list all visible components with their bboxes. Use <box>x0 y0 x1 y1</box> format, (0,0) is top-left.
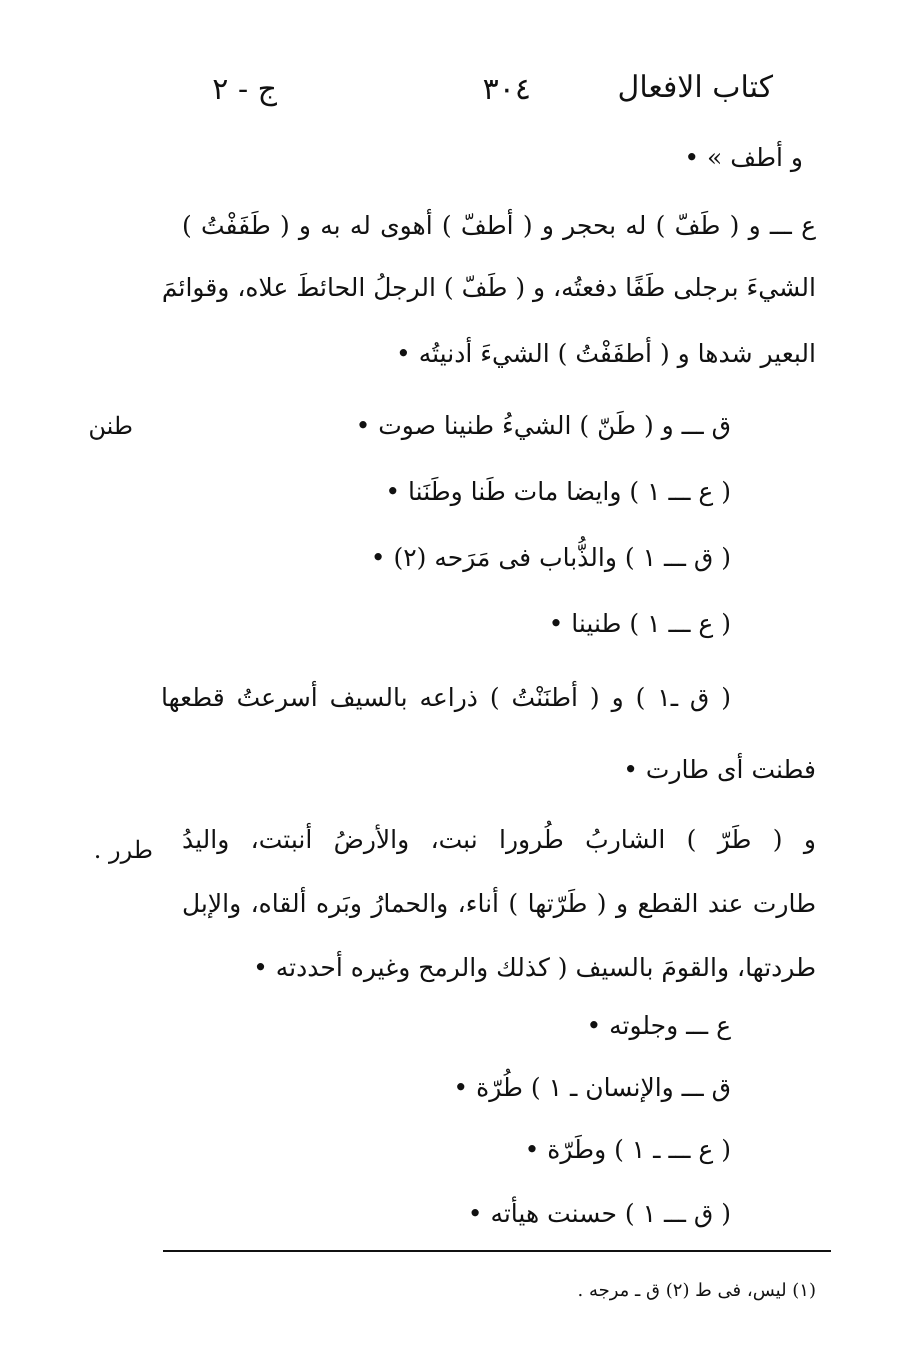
text-line: طردتها، والقومَ بالسيف ( كذلك والرمح وغيره أحددته • <box>253 953 816 982</box>
page-number: ٣٠٤ <box>482 72 531 107</box>
text-line: و ( طَرّ ) الشاربُ طُرورا نبت، والأرضُ أنبتت، واليدُ <box>182 825 816 854</box>
text-line: ع ـــ وجلوته • <box>586 1011 731 1040</box>
text-line: الشيءَ برجلى طَفًا دفعتُه، و ( طَفّ ) الرجلُ الحائطَ علاه، وقوائمَ <box>161 273 816 302</box>
footnote: (١) ليس، فى ط (٢) ق ـ مرجه . <box>577 1280 816 1301</box>
text-line: ( ع ـــ ١ ) وايضا مات طَنا وطَنَنا • <box>385 477 731 506</box>
text-line: البعير شدها و ( أطفَفْتُ ) الشيءَ أدنيتُه • <box>396 339 816 368</box>
volume-label: ج - ٢ <box>212 72 277 107</box>
text-line: ( ق ـــ ١ ) حسنت هيأته • <box>467 1199 731 1228</box>
book-title: كتاب الافعال <box>617 70 773 105</box>
text-line: ( ع ـــ ـ ١ ) وطَرّة • <box>524 1135 731 1164</box>
margin-root-tann: طنن <box>88 412 133 440</box>
text-line: ع ـــ و ( طَفّ ) له بحجر و ( أطفّ ) أهوى له به و ( طَفَفْتُ ) <box>182 211 816 240</box>
margin-root-tarr: طرر . <box>93 836 153 864</box>
text-line: فطنت أى طارت • <box>623 755 816 784</box>
text-line: ق ـــ والإنسان ـ ١ ) طُرّة • <box>453 1073 731 1102</box>
text-line: ق ـــ و ( طَنّ ) الشيءُ طنينا صوت • <box>355 411 731 440</box>
text-line: طارت عند القطع و ( طَرّتها ) أناء، والحمارُ وبَره ألقاه، والإبل <box>182 889 816 918</box>
text-line: ( ق ـــ ١ ) والذُّباب فى مَرَحه (٢) • <box>370 543 731 572</box>
text-line: و أطف » • <box>684 143 803 172</box>
text-line: ( ق ـ١ ) و ( أطنَنْتُ ) ذراعه بالسيف أسرعتُ قطعها <box>161 683 731 712</box>
footnote-divider <box>163 1250 831 1252</box>
text-line: ( ع ـــ ١ ) طنينا • <box>548 609 731 638</box>
